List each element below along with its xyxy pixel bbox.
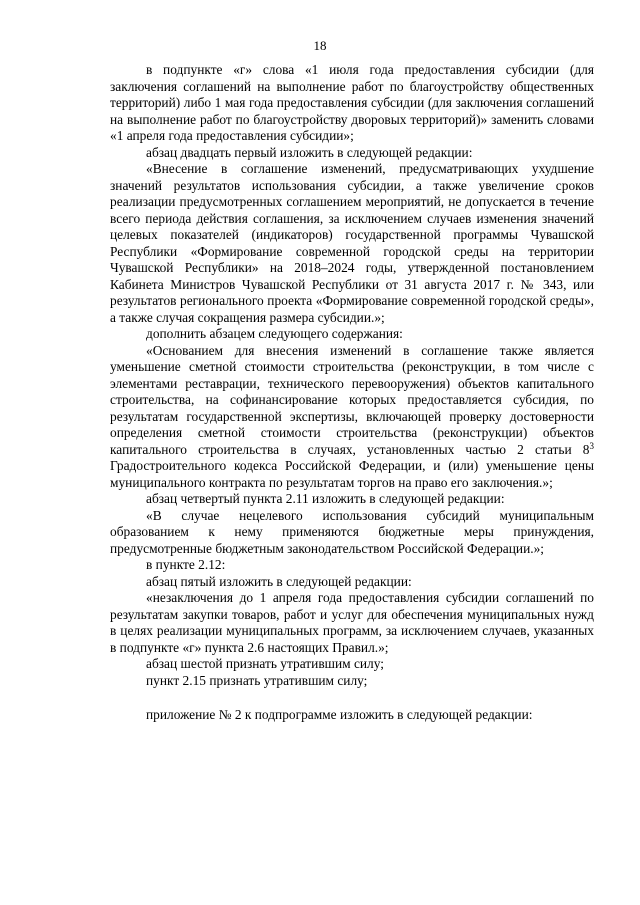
paragraph-misuse-of-subsidies: «В случае нецелевого использования субсидий муниципальным образованием к нему применяются бюджетные меры принуждения, предусмотренные бюджетным законодательством Российской Федерации.»;: [110, 507, 594, 556]
paragraph-amendment-changes: «Внесение в соглашение изменений, предусматривающих ухудшение значений результатов использования субсидии, а также увеличение сроков реализации предусмотренных соглашением мероприятий, не допускается в течение всего периода действия соглашения, за исключением случаев изменения значений целевых показателей (индикаторов) государственной программы Чувашской Республики «Формирование современной городской среды на территории Чувашской Республики» на 2018–2024 годы, утвержденной постановлением Кабинета Министров Чувашской Республики от 31 августа 2017 г. № 343, или результатов регионального проекта «Формирование современной городской среды», а также случая сокращения размера субсидии.»;: [110, 161, 594, 325]
blank-line: [110, 689, 594, 707]
paragraph-grounds-text-after: Градостроительного кодекса Российской Федерации, и (или) уменьшение цены муниципального контракта по результатам торгов на право его заключения.»;: [110, 458, 594, 490]
paragraph-appendix-2: приложение № 2 к подпрограмме изложить в следующей редакции:: [146, 707, 533, 722]
paragraph-item-2-11-intro: абзац четвертый пункта 2.11 изложить в следующей редакции:: [146, 491, 505, 506]
paragraph-abzac-6-void: абзац шестой признать утратившим силу;: [146, 656, 384, 671]
paragraph-grounds-for-changes: [110, 343, 594, 492]
document-body: [110, 62, 594, 724]
superscript-article-number: 3: [589, 440, 594, 451]
paragraph-item-2-12: в пункте 2.12:: [146, 557, 226, 572]
paragraph-non-conclusion: «незаключения до 1 апреля года предоставления субсидии соглашений по результатам закупки товаров, работ и услуг для обеспечения муниципальных нужд в целях реализации муниципальных программ, за исключением случаев, указанных в подпункте «г» пункта 2.6 настоящих Правил.»;: [110, 590, 594, 655]
page-number: 18: [313, 38, 327, 53]
paragraph-item-2-15-void: пункт 2.15 признать утратившим силу;: [146, 672, 368, 688]
paragraph-abzac-5-intro: абзац пятый изложить в следующей редакции:: [146, 573, 412, 589]
paragraph-abzac-21-intro: абзац двадцать первый изложить в следующей редакции:: [146, 144, 473, 160]
paragraph-subitem-g: в подпункте «г» слова «1 июля года предоставления субсидии (для заключения соглашений на выполнение работ по благоустройству общественных территорий) либо 1 мая года предоставления субсидии (для заключения соглашений на выполнение работ по благоустройству дворовых территорий)» заменить словами «1 апреля года предоставления субсидии»;: [110, 62, 594, 143]
paragraph-add-abzac-intro: дополнить абзацем следующего содержания:: [146, 326, 403, 341]
paragraph-grounds-text-before: «Основанием для внесения изменений в соглашение также является уменьшение сметной стоимости строительства (реконструкции, в том числе с элементами реставрации, технического перевооружения) объектов капитального строительства, на софинансирование которых предоставляется субсидия, по результатам государственной экспертизы, включающей проверку достоверности определения сметной стоимости строительства (реконструкции) объектов капитального строительства в случаях, установленных частью 2 статьи 8: [110, 342, 594, 457]
